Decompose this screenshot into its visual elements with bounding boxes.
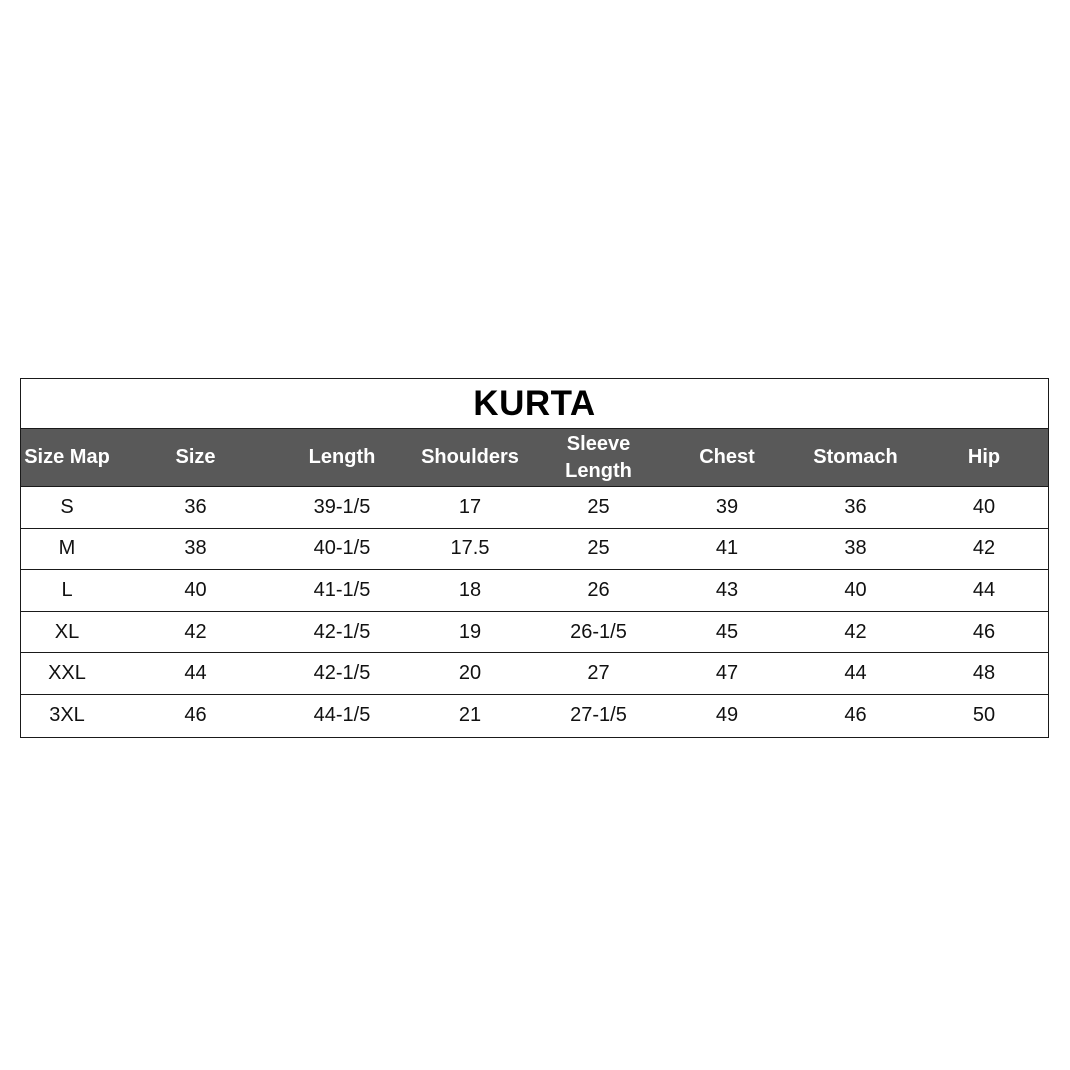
cell-shoulders: 18	[458, 578, 482, 601]
cell-shoulders: 17.5	[450, 537, 490, 560]
column-header-hip: Hip	[967, 446, 1001, 468]
cell-size-map: XL	[54, 620, 80, 643]
cell-chest: 47	[715, 662, 739, 685]
cell-size-map: L	[61, 578, 73, 601]
table-row	[21, 695, 1048, 737]
cell-sleeve-length: 25	[587, 537, 610, 560]
cell-size: 40	[184, 578, 207, 601]
cell-length: 42-1/5	[313, 620, 371, 643]
cell-chest: 49	[715, 704, 739, 727]
column-header-length: Length	[308, 446, 376, 468]
header-row	[21, 429, 1048, 487]
cell-stomach: 42	[844, 620, 867, 643]
cell-length: 40-1/5	[313, 537, 371, 560]
cell-sleeve-length: 27-1/5	[570, 704, 627, 727]
cell-chest: 41	[715, 537, 739, 560]
cell-size: 38	[184, 537, 207, 560]
cell-hip: 48	[972, 662, 996, 685]
column-header-size: Size	[175, 446, 216, 468]
column-header-size-map: Size Map	[24, 446, 110, 468]
cell-length: 42-1/5	[313, 662, 371, 685]
cell-length: 39-1/5	[313, 495, 371, 518]
cell-size-map: S	[60, 495, 74, 518]
cell-size: 46	[184, 704, 207, 727]
cell-size-map: M	[58, 537, 76, 560]
cell-size: 42	[184, 620, 207, 643]
cell-hip: 44	[972, 578, 996, 601]
cell-size: 44	[184, 662, 207, 685]
cell-stomach: 44	[844, 662, 867, 685]
cell-size-map: XXL	[48, 662, 86, 685]
cell-sleeve-length: 26-1/5	[570, 620, 627, 643]
table-row	[21, 612, 1048, 654]
cell-chest: 43	[715, 578, 739, 601]
table-row	[21, 487, 1048, 529]
cell-size-map: 3XL	[49, 704, 85, 727]
cell-hip: 50	[972, 704, 996, 727]
table-row	[21, 653, 1048, 695]
cell-stomach: 36	[844, 495, 867, 518]
cell-sleeve-length: 25	[587, 495, 610, 518]
cell-shoulders: 17	[458, 495, 482, 518]
cell-stomach: 46	[844, 704, 867, 727]
size-chart-table	[20, 378, 1049, 738]
table-row	[21, 570, 1048, 612]
column-header-shoulders: Shoulders	[421, 446, 519, 468]
cell-shoulders: 21	[458, 704, 482, 727]
column-header-stomach: Stomach	[813, 446, 898, 468]
cell-stomach: 40	[844, 578, 867, 601]
cell-stomach: 38	[844, 537, 867, 560]
column-header-chest: Chest	[699, 446, 755, 468]
cell-length: 41-1/5	[313, 578, 371, 601]
cell-hip: 46	[972, 620, 996, 643]
table-row	[21, 529, 1048, 571]
table-title: KURTA	[21, 379, 1048, 429]
cell-size: 36	[184, 495, 207, 518]
cell-hip: 40	[972, 495, 996, 518]
cell-chest: 45	[715, 620, 739, 643]
cell-length: 44-1/5	[313, 704, 371, 727]
cell-sleeve-length: 27	[587, 662, 610, 685]
cell-chest: 39	[715, 495, 739, 518]
cell-shoulders: 20	[458, 662, 482, 685]
column-header-sleeve-length: Sleeve Length	[565, 432, 632, 482]
cell-sleeve-length: 26	[587, 578, 610, 601]
cell-shoulders: 19	[458, 620, 482, 643]
table-body	[21, 487, 1048, 737]
cell-hip: 42	[972, 537, 996, 560]
